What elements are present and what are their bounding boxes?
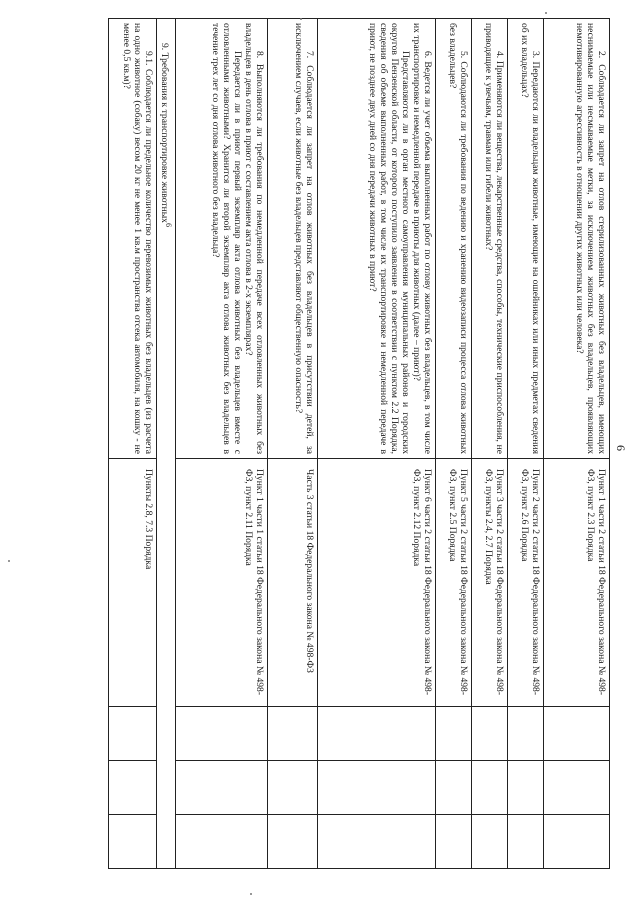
question-cell xyxy=(176,19,268,459)
table-row xyxy=(108,19,156,869)
answer-cell xyxy=(176,761,268,815)
section-heading-cell xyxy=(156,19,175,869)
page-number: 6 xyxy=(614,445,628,451)
scan-speck xyxy=(250,893,252,895)
reference-cell: Пункт 5 части 2 статьи 18 Федерального закона № 498-ФЗ, пункт 2.5 Порядка xyxy=(436,459,472,707)
table-row xyxy=(318,19,436,869)
question-text: 8. Выполняются ли требования по немедленной передаче всех отловленных животных без владельцев в день отлова в приют с составлением акта отлова в 2-х экземплярах? xyxy=(242,23,265,454)
question-text: 6. Ведется ли учет объема выполненных работ по отлову животных без владельцев, в том числе их транспортировке и немедленной передаче в приюты для животных (далее – приют)? xyxy=(410,23,433,454)
question-cell: 4. Применяются ли вещества, лекарственные средства, способы, технические приспособления, не приводящие к увечьям, травмам или гибели животных? xyxy=(472,19,508,459)
answer-cell xyxy=(268,707,318,761)
scan-speck xyxy=(8,560,10,562)
checklist-table xyxy=(108,18,610,869)
table-row xyxy=(176,19,268,869)
question-cell: 2. Соблюдается ли запрет на отлов стерилизованных животных без владельцев, имеющих неснимаемые или несмываемые метки, за исключением животных без владельцев, проявляющих немотивированную агрессивность в отношении других животных или человека? xyxy=(544,19,610,459)
scan-speck xyxy=(545,12,547,14)
answer-cell xyxy=(108,707,156,761)
question-cell: 5. Соблюдаются ли требования по ведению и хранению видеозаписи процесса отлова животных без владельцев? xyxy=(436,19,472,459)
answer-cell xyxy=(436,761,472,815)
reference-cell: Пункт 3 части 2 статьи 18 Федерального закона № 498-ФЗ, пункты 2.4, 2.7 Порядка xyxy=(472,459,508,707)
answer-cell xyxy=(268,761,318,815)
question-text-extra: Представляются ли в орган местного самоуправления муниципальных районов и городских округов Пензенской области, от которого поступило заявление в соответствии с пунктом 2.2 Порядка, сведения об объеме выполненных работ, в том числе их транспортировке и немедленной передаче в приют, не позднее двух дней со дня передачи животных в приют? xyxy=(366,23,411,454)
section-row xyxy=(156,19,175,869)
reference-cell: Пункты 2.8, 7.3 Порядка xyxy=(108,459,156,707)
answer-cell xyxy=(318,815,436,869)
question-text-extra: Передается ли в приют первый экземпляр акта отлова животных без владельцев вместе с отловленными животными? Хранится ли второй экземпляр акта отлова животных без владельцев в течение трех лет со дня отлова животного без владельца? xyxy=(209,23,243,454)
answer-cell xyxy=(176,815,268,869)
reference-cell: Часть 3 статьи 18 Федерального закона № 498-ФЗ xyxy=(268,459,318,707)
answer-cell xyxy=(268,815,318,869)
reference-cell: Пункт 1 части 1 статьи 18 Федерального закона № 498-ФЗ, пункт 2.11 Порядка xyxy=(176,459,268,707)
reference-cell: Пункт 1 части 2 статьи 18 Федерального закона № 498-ФЗ, пункт 2.3 Порядка xyxy=(544,459,610,707)
answer-cell xyxy=(544,761,610,815)
answer-cell xyxy=(318,707,436,761)
answer-cell xyxy=(472,707,508,761)
question-cell xyxy=(318,19,436,459)
table-row xyxy=(544,19,610,869)
answer-cell xyxy=(108,815,156,869)
answer-cell xyxy=(544,707,610,761)
answer-cell xyxy=(318,761,436,815)
answer-cell xyxy=(544,815,610,869)
answer-cell xyxy=(472,761,508,815)
answer-cell xyxy=(508,815,544,869)
answer-cell xyxy=(436,815,472,869)
answer-cell xyxy=(108,761,156,815)
question-cell: 7. Соблюдается ли запрет на отлов животных без владельцев в присутствии детей, за исключением случаев, если животные без владельцев представляют общественную опасность? xyxy=(268,19,318,459)
table-row xyxy=(436,19,472,869)
answer-cell xyxy=(508,707,544,761)
footnote-mark: 6 xyxy=(164,222,173,227)
question-cell: 9.1. Соблюдается ли предельное количество перевозимых животных без владельцев (из расчета на одно животное (собаку) весом 20 кг не менее 1 кв.м пространства отсека автомобиля, на кошку - не менее 0,5 кв.м)? xyxy=(108,19,156,459)
table-row xyxy=(508,19,544,869)
answer-cell xyxy=(436,707,472,761)
scan-speck xyxy=(300,18,302,20)
reference-cell: Пункт 6 части 2 статьи 18 Федерального закона № 498-ФЗ, пункт 2.12 Порядка xyxy=(318,459,436,707)
answer-cell xyxy=(472,815,508,869)
answer-cell xyxy=(508,761,544,815)
answer-cell xyxy=(176,707,268,761)
question-cell: 3. Передаются ли владельцам животные, имеющие на ошейниках или иных предметах сведения об их владельцах? xyxy=(508,19,544,459)
reference-cell: Пункт 2 части 2 статьи 18 Федерального закона № 498-ФЗ, пункт 2.6 Порядка xyxy=(508,459,544,707)
table-row xyxy=(472,19,508,869)
section-heading: 9. Требования к транспортировке животных xyxy=(158,43,170,223)
table-row xyxy=(268,19,318,869)
